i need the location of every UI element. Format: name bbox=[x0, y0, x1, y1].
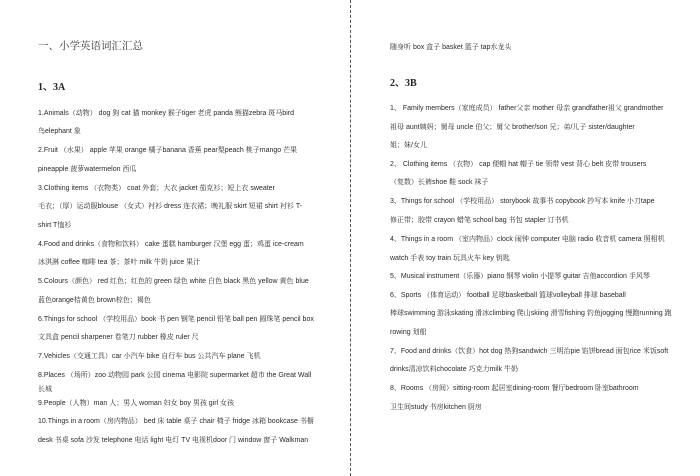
text-line: 卫生间study 书房kitchen 厨房 bbox=[390, 404, 482, 411]
text-line: （复数）长裤shoe 鞋 sock 袜子 bbox=[390, 179, 489, 186]
section-heading-3a: 1、3A bbox=[38, 82, 66, 93]
text-line: 9.People（人物）man 人；男人 woman 妇女 boy 男孩 girl 女孩 bbox=[38, 400, 235, 407]
text-line: rowing 划船 bbox=[390, 329, 427, 336]
text-line: 4、Things in a room （室内物品）clock 闹钟 computer 电脑 radio 收音机 camera 照相机 bbox=[390, 236, 665, 243]
text-line: 鸟elephant 象 bbox=[38, 128, 81, 135]
text-line: 文具盒 pencil sharpener 卷笔刀 rubber 橡皮 ruler 尺 bbox=[38, 334, 199, 341]
text-line: 8.Places （场所）zoo 动物园 park 公园 cinema 电影院 supermarket 超市 the Great Wall bbox=[38, 372, 312, 379]
text-line: 棒球swimming 游泳skating 滑冰climbing 爬山skiing 滑雪fishing 钓鱼jogging 慢跑running 跑 bbox=[390, 310, 672, 317]
text-line: desk 书桌 sofa 沙发 telephone 电话 light 电灯 TV 电视机door 门 window 窗子 Walkman bbox=[38, 437, 309, 444]
text-line: 3、Things for school （学校用品） storybook 故事书 copybook 抄写本 knife 小刀tape bbox=[390, 198, 655, 205]
text-line: 5、Musical instrument（乐器）piano 钢琴 violin 小提琴 guitar 吉他accordion 手风琴 bbox=[390, 273, 650, 280]
text-line: 2、 Clothing items （衣物） cap 便帽 hat 帽子 tie 领带 vest 背心 belt 皮带 trousers bbox=[390, 161, 647, 168]
right-page bbox=[352, 0, 700, 476]
text-line: watch 手表 toy train 玩具火车 key 钥匙 bbox=[390, 255, 510, 262]
text-line: 毛衣；（厚）运动服blouse （女式）衬衫 dress 连衣裙；晚礼服 skirt 短裙 shirt 衬衫 T- bbox=[38, 203, 303, 210]
document-title: 一、小学英语词汇汇总 bbox=[38, 41, 143, 52]
text-line: 随身听 box 盒子 basket 篮子 tap水龙头 bbox=[390, 44, 512, 51]
text-line: 1、 Family members（家庭成员） father父亲 mother 母亲 grandfather祖父 grandmother bbox=[390, 105, 664, 112]
text-line: 蓝色orange桔黄色 brown棕色；褐色 bbox=[38, 297, 151, 304]
text-line: drinks清凉饮料chocolate 巧克力milk 牛奶 bbox=[390, 366, 518, 373]
text-line: 祖母 aunt姨妈；舅母 uncle 伯父；舅父 brother/son 兄；弟/儿子 sister/daughter bbox=[390, 124, 635, 131]
text-line: 1.Animals（动物） dog 狗 cat 猫 monkey 猴子tiger 老虎 panda 熊猫zebra 斑马bird bbox=[38, 110, 294, 117]
text-line: 5.Colours（颜色） red 红色；红色的 green 绿色 white 白色 black 黑色 yellow 黄色 blue bbox=[38, 278, 309, 285]
text-line: 长城 bbox=[38, 386, 52, 393]
text-line: 冰淇淋 coffee 咖啡 tea 茶；茶叶 milk 牛奶 juice 果汁 bbox=[38, 259, 201, 266]
text-line: 7.Vehicles（交通工具）car 小汽车 bike 自行车 bus 公共汽车 plane 飞机 bbox=[38, 353, 261, 360]
text-line: 3.Clothing items （衣物类） coat 外套；大衣 jacket 茄克衫；短上衣 sweater bbox=[38, 185, 275, 192]
text-line: 姐；妹/女儿 bbox=[390, 142, 427, 149]
text-line: 2.Fruit （水果） apple 苹果 orange 橘子banana 香蕉 pear梨peach 桃子mango 芒果 bbox=[38, 147, 298, 154]
text-line: 7、Food and drinks（饮食）hot dog 热狗sandwich 三明治pie 馅饼bread 面包rice 米饭soft bbox=[390, 348, 669, 355]
page-divider bbox=[350, 0, 351, 476]
text-line: 10.Things in a room（房内物品） bed 床 table 桌子 chair 椅子 fridge 冰箱 bookcase 书橱 bbox=[38, 418, 314, 425]
text-line: 4.Food and drinks（食物和饮料） cake 蛋糕 hamburger 汉堡 egg 蛋；鸡蛋 ice-cream bbox=[38, 241, 304, 248]
text-line: 6.Things for school （学校用品）book 书 pen 钢笔 pencil 铅笔 ball pen 圆珠笔 pencil box bbox=[38, 316, 314, 323]
text-line: 修正带；胶带 crayon 蜡笔 school bag 书包 stapler 订书机 bbox=[390, 217, 569, 224]
section-heading-3b: 2、3B bbox=[390, 78, 417, 89]
text-line: 8、Rooms （房间）sitting-room 起居室dining-room 餐厅bedroom 卧室bathroom bbox=[390, 385, 639, 392]
text-line: shirt T恤衫 bbox=[38, 222, 72, 229]
text-line: pineapple 菠萝watermelon 西瓜 bbox=[38, 166, 137, 173]
text-line: 6、Sports （体育运动） football 足球basketball 篮球volleyball 排球 baseball bbox=[390, 292, 626, 299]
